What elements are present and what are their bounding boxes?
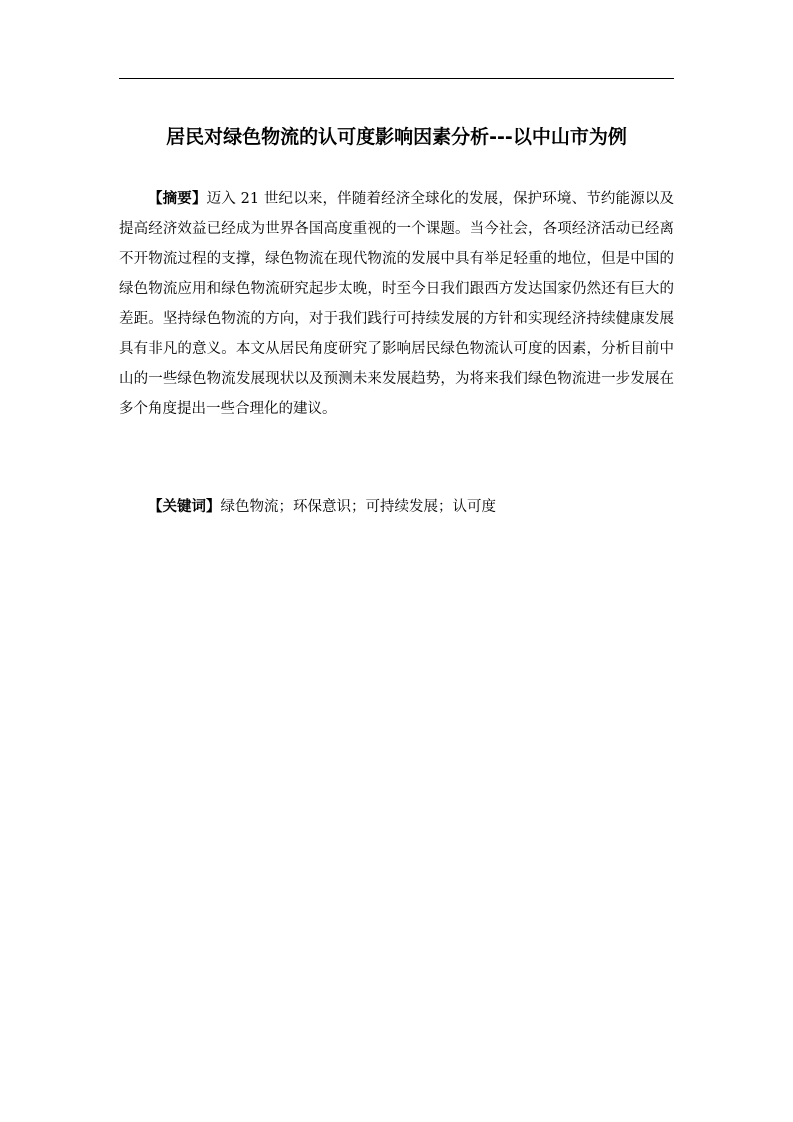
keywords-paragraph — [119, 492, 674, 522]
keywords-label: 【关键词】 — [148, 499, 221, 515]
abstract-label: 【摘要】 — [148, 191, 207, 207]
document-title: 居民对绿色物流的认可度影响因素分析---以中山市为例 — [166, 126, 627, 148]
keywords-text: 绿色物流；环保意识；可持续发展；认可度 — [220, 499, 496, 515]
abstract-text: 迈入 21 世纪以来，伴随着经济全球化的发展，保护环境、节约能源以及提高经济效益已经成为世界各国高度重视的一个课题。当今社会，各项经济活动已经离不开物流过程的支撑，绿色物流在现代物流的发展中具有举足轻重的地位，但是中国的绿色物流应用和绿色物流研究起步太晚，时至今日我们跟西方发达国家仍然还有巨大的差距。坚持绿色物流的方向，对于我们践行可持续发展的方针和实现经济持续健康发展具有非凡的意义。本文从居民角度研究了影响居民绿色物流认可度的因素，分析目前中山的一些绿色物流发展现状以及预测未来发展趋势，为将来我们绿色物流进一步发展在多个角度提出一些合理化的建议。 — [119, 191, 674, 417]
header-rule — [119, 78, 674, 79]
abstract-paragraph — [119, 184, 674, 424]
